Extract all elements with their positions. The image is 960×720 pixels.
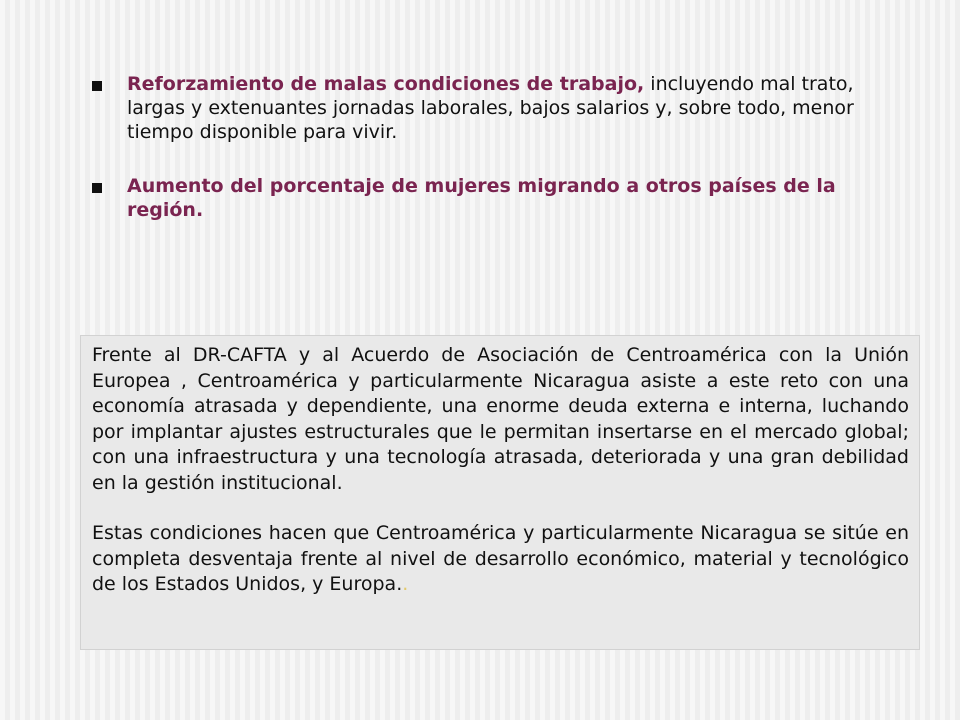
trailing-mark: . [402, 573, 409, 595]
context-text-box [80, 335, 920, 650]
conclusion-text: Estas condiciones hacen que Centroamérica y particularmente Nicaragua se sitúe en completa desventaja frente al nivel de desarrollo económico, material y tecnológico de los Estados Unidos, y Europa. [92, 522, 909, 595]
bullet-text: incluyendo mal trato, largas y extenuantes jornadas laborales, bajos salarios y, sobre todo, menor tiempo disponible para vivir. [127, 73, 854, 143]
bullet-item-working-conditions [92, 72, 902, 144]
square-bullet-icon [92, 81, 102, 91]
bullet-emphasis: Aumento del porcentaje de mujeres migrando a otros países de la región. [127, 175, 836, 221]
bullet-item-women-migration [92, 174, 902, 222]
bullet-list [92, 72, 902, 222]
text-paragraph-context: Frente al DR-CAFTA y al Acuerdo de Asociación de Centroamérica con la Unión Europea , Centroamérica y particularmente Nicaragua asiste a este reto con una economía atrasada y dependiente, una enorme deuda externa e interna, luchando por implantar ajustes estructurales que le permitan insertarse en el mercado global; con una infraestructura y una tecnología atrasada, deteriorada y una gran debilidad en la gestión institucional. [92, 344, 909, 494]
square-bullet-icon [92, 183, 102, 193]
bullet-emphasis: Reforzamiento de malas condiciones de trabajo, [127, 73, 645, 95]
text-paragraph-conclusion [92, 521, 909, 598]
